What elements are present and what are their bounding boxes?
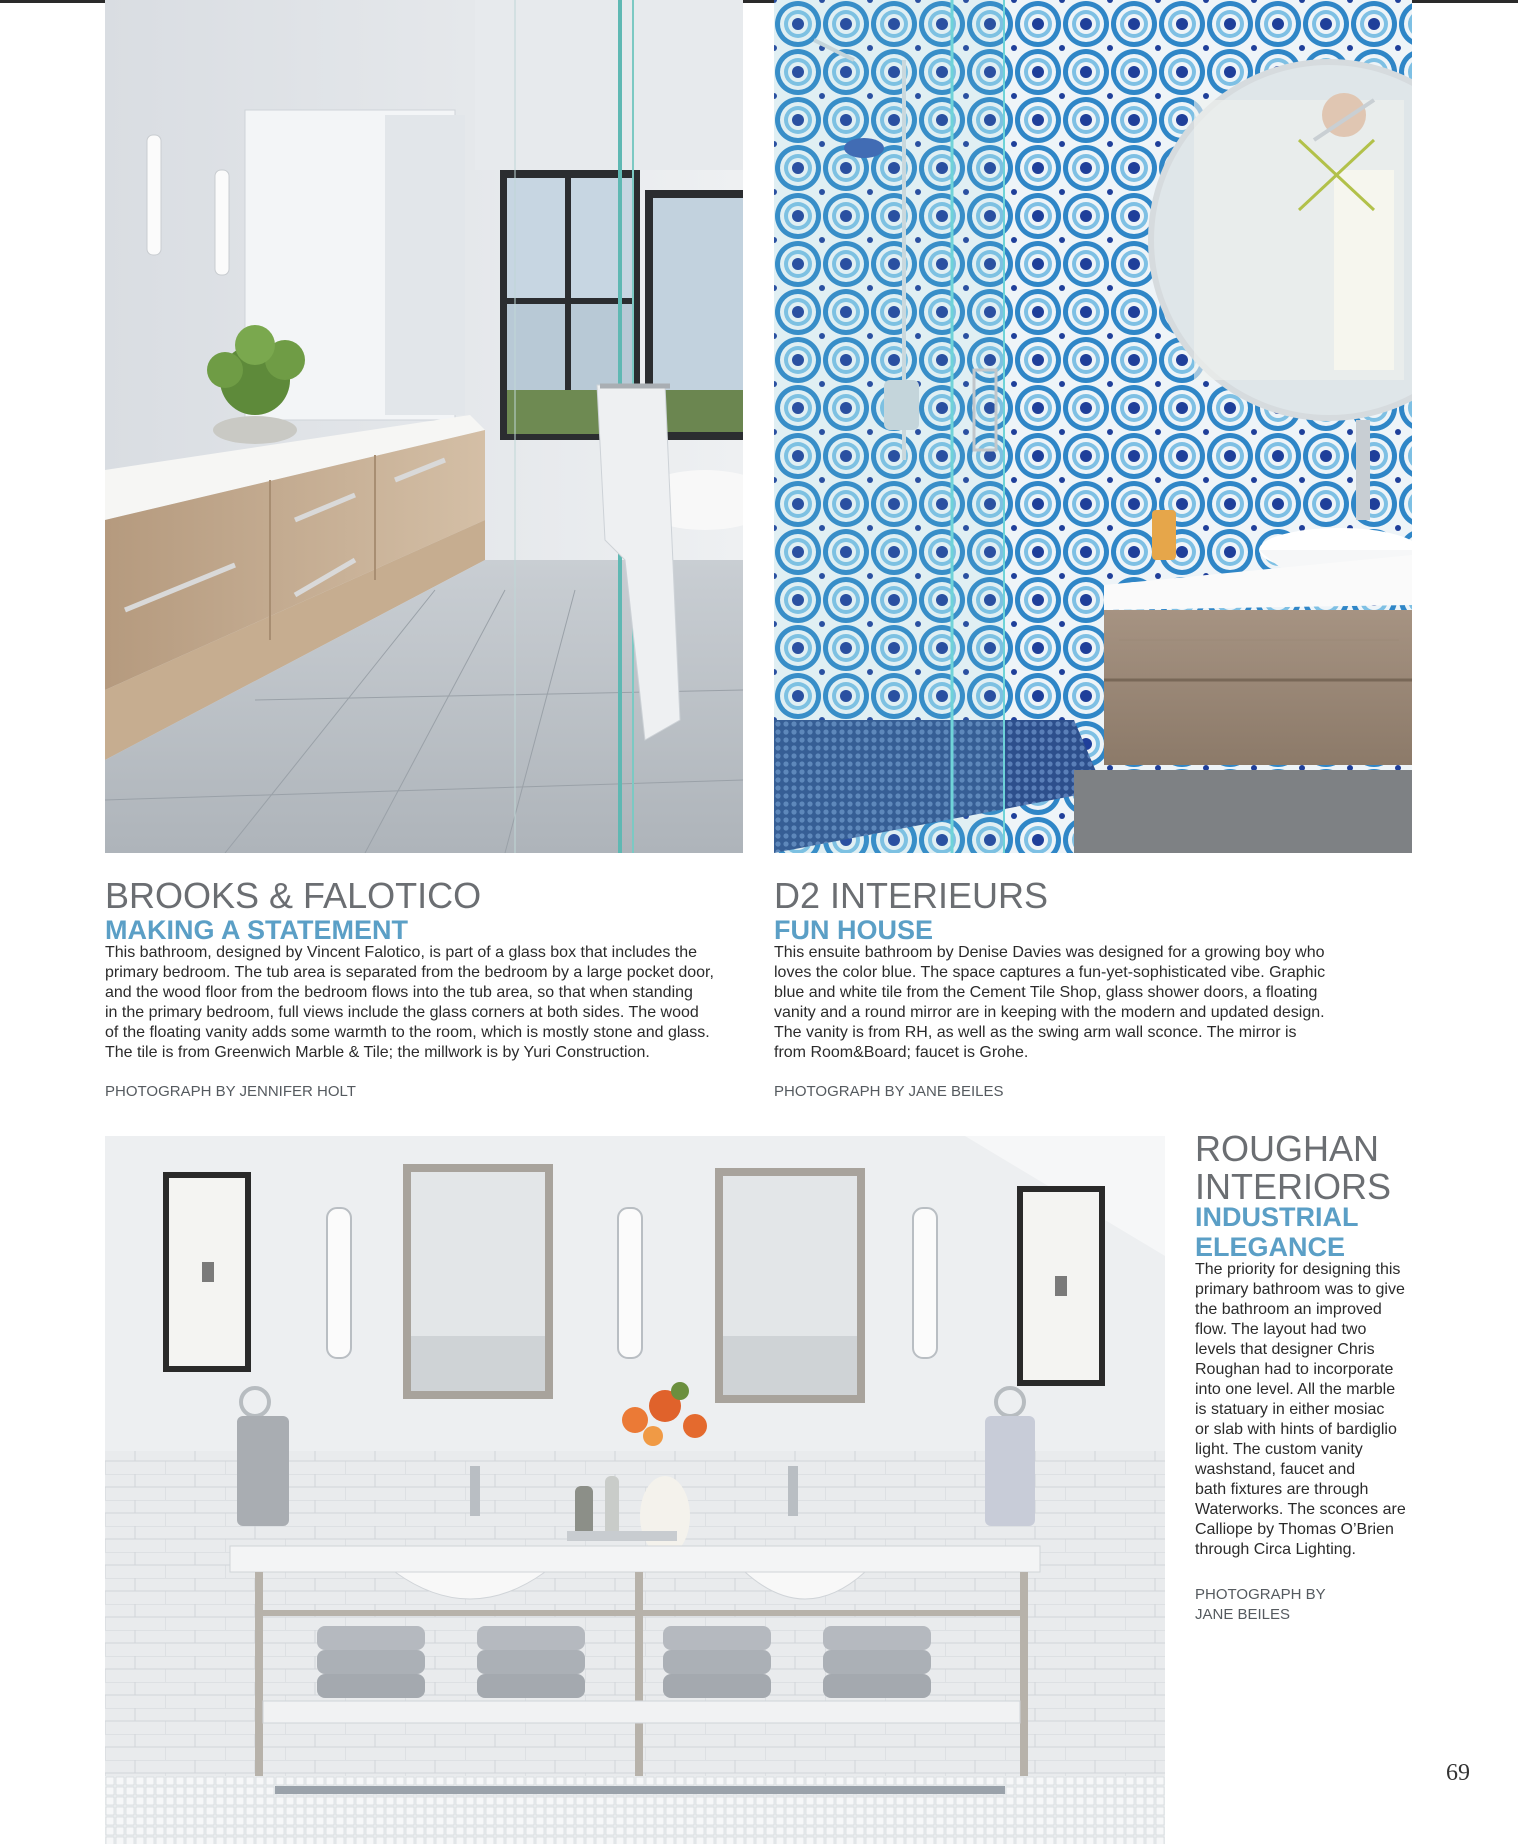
headline-line: ELEGANCE <box>1195 1232 1346 1262</box>
roughan-interiors-bathroom-photo <box>105 1136 1165 1844</box>
brooks-falotico-photo-credit: PHOTOGRAPH BY JENNIFER HOLT <box>105 1083 356 1100</box>
body-line: Roughan had to incorporate <box>1195 1361 1394 1378</box>
roughan-interiors-headline <box>1195 1202 1359 1262</box>
body-line: the bathroom an improved <box>1195 1301 1382 1318</box>
d2-interieurs-headline: FUN HOUSE <box>774 915 934 945</box>
body-line: loves the color blue. The space captures a fun-yet-sophisticated vibe. Graphic <box>774 964 1326 981</box>
body-line: in the primary bedroom, full views include the glass corners at both sides. The wood <box>105 1004 699 1021</box>
body-line: into one level. All the marble <box>1195 1381 1396 1398</box>
body-line: is statuary in either mosiac <box>1195 1401 1385 1418</box>
body-line: light. The custom vanity <box>1195 1441 1363 1458</box>
body-line: This ensuite bathroom by Denise Davies was designed for a growing boy who <box>774 944 1325 961</box>
credit-line: PHOTOGRAPH BY <box>1195 1586 1326 1603</box>
body-line: flow. The layout had two <box>1195 1321 1367 1338</box>
page-number: 69 <box>1446 1760 1470 1786</box>
brooks-falotico-firm-name: BROOKS & FALOTICO <box>105 875 482 916</box>
roughan-interiors-photo-credit <box>1195 1585 1326 1625</box>
body-line: washstand, faucet and <box>1195 1461 1356 1478</box>
body-line: of the floating vanity adds some warmth to the room, which is mostly stone and glass. <box>105 1024 710 1041</box>
headline-line: INDUSTRIAL <box>1195 1202 1359 1232</box>
body-line: This bathroom, designed by Vincent Falotico, is part of a glass box that includes the <box>105 944 698 961</box>
body-line: and the wood floor from the bedroom flows into the tub area, so that when standing <box>105 984 693 1001</box>
firm-name-line: INTERIORS <box>1195 1166 1392 1207</box>
body-line: levels that designer Chris <box>1195 1341 1375 1358</box>
body-line: primary bathroom was to give <box>1195 1281 1405 1298</box>
body-line: Calliope by Thomas O’Brien <box>1195 1521 1394 1538</box>
body-line: primary bedroom. The tub area is separated from the bedroom by a large pocket door, <box>105 964 714 981</box>
d2-interieurs-bathroom-photo <box>774 0 1412 853</box>
roughan-interiors-firm-name <box>1195 1130 1391 1206</box>
body-line: or slab with hints of bardiglio <box>1195 1421 1397 1438</box>
body-line: The vanity is from RH, as well as the swing arm wall sconce. The mirror is <box>774 1024 1297 1041</box>
body-line: The tile is from Greenwich Marble & Tile; the millwork is by Yuri Construction. <box>105 1044 650 1061</box>
body-line: vanity and a round mirror are in keeping with the modern and updated design. <box>774 1004 1325 1021</box>
body-line: Waterworks. The sconces are <box>1195 1501 1406 1518</box>
d2-interieurs-photo-credit: PHOTOGRAPH BY JANE BEILES <box>774 1083 1004 1100</box>
d2-interieurs-body <box>774 943 1325 1063</box>
body-line: through Circa Lighting. <box>1195 1541 1356 1558</box>
body-line: blue and white tile from the Cement Tile Shop, glass shower doors, a floating <box>774 984 1318 1001</box>
roughan-interiors-body <box>1195 1260 1406 1560</box>
brooks-falotico-bathroom-photo <box>105 0 743 853</box>
body-line: bath fixtures are through <box>1195 1481 1369 1498</box>
brooks-falotico-body <box>105 943 714 1063</box>
body-line: from Room&Board; faucet is Grohe. <box>774 1044 1029 1061</box>
firm-name-line: ROUGHAN <box>1195 1128 1380 1169</box>
body-line: The priority for designing this <box>1195 1261 1401 1278</box>
credit-line: JANE BEILES <box>1195 1606 1291 1623</box>
d2-interieurs-firm-name: D2 INTERIEURS <box>774 875 1049 916</box>
brooks-falotico-headline: MAKING A STATEMENT <box>105 915 408 945</box>
